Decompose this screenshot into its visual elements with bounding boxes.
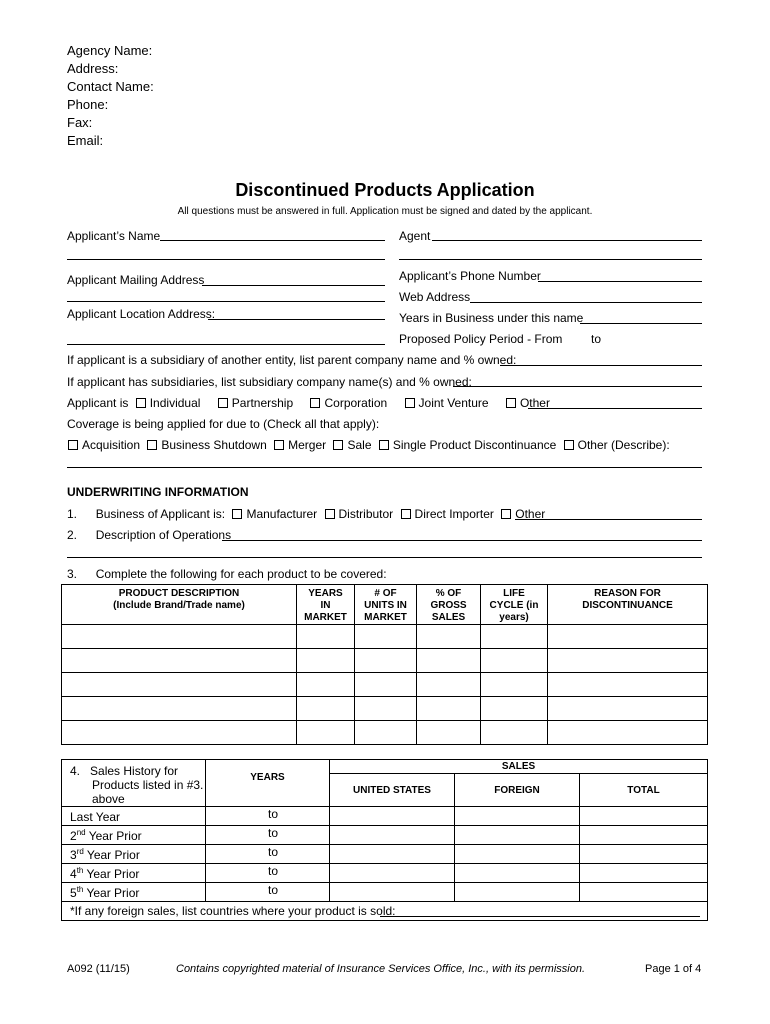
sales-header: SALES: [330, 760, 708, 774]
q2-label: Description of Operations: [95, 528, 232, 542]
sale-checkbox[interactable]: [333, 440, 343, 450]
applicant-name-label: Applicant’s Name: [67, 229, 161, 243]
single-product-checkbox[interactable]: [379, 440, 389, 450]
q3-row: [67, 567, 387, 581]
table-row: [62, 649, 708, 673]
agency-address-label: Address:: [67, 61, 119, 76]
q4-cell: 4. Sales History for Products listed in #3. above: [62, 760, 206, 807]
mailing-address-input-2[interactable]: [67, 301, 385, 302]
merger-checkbox[interactable]: [274, 440, 284, 450]
location-address-input[interactable]: [208, 319, 385, 320]
applicant-is-row: [67, 396, 550, 410]
acquisition-checkbox[interactable]: [68, 440, 78, 450]
page-title: Discontinued Products Application: [235, 180, 535, 200]
table-row: [62, 673, 708, 697]
other-business-label: Other: [515, 507, 546, 521]
page-number: Page 1 of 4: [645, 963, 702, 975]
policy-to-label: to: [591, 332, 602, 346]
col-product-description: PRODUCT DESCRIPTION (Include Brand/Trade name): [62, 585, 297, 625]
q3-label: Complete the following for each product to be covered:: [95, 567, 387, 581]
manufacturer-checkbox[interactable]: [232, 509, 242, 519]
coverage-reasons-row: [64, 438, 670, 452]
subsidiary-of-label: If applicant is a subsidiary of another entity, list parent company name and % owned:: [67, 353, 517, 367]
single-product-label: Single Product Discontinuance: [392, 438, 557, 452]
policy-period-label: Proposed Policy Period - From: [399, 332, 563, 346]
q1-row: [67, 507, 545, 521]
years-in-business-label: Years in Business under this name: [399, 311, 584, 325]
product-table-header: [62, 585, 708, 625]
col-units-in-market: # OF UNITS IN MARKET: [355, 585, 417, 625]
agency-contact-label: Contact Name:: [67, 79, 154, 94]
joint-venture-checkbox[interactable]: [405, 398, 415, 408]
merger-label: Merger: [288, 438, 327, 452]
agency-fax-label: Fax:: [67, 115, 93, 130]
agent-input-2[interactable]: [399, 259, 702, 260]
table-row: 4th Year Prior to: [62, 864, 708, 883]
business-shutdown-checkbox[interactable]: [147, 440, 157, 450]
table-row: Last Year to: [62, 807, 708, 826]
agent-label: Agent: [399, 229, 431, 243]
product-table: [61, 584, 708, 745]
has-subsidiaries-input[interactable]: [453, 386, 702, 387]
col-gross-sales: % OF GROSS SALES: [417, 585, 481, 625]
foreign-countries-input[interactable]: [380, 916, 700, 917]
manufacturer-label: Manufacturer: [246, 507, 318, 521]
table-row: [62, 625, 708, 649]
mailing-address-label: Applicant Mailing Address: [67, 273, 205, 287]
web-address-label: Web Address: [399, 290, 471, 304]
corporation-label: Corporation: [324, 396, 388, 410]
col-reason: REASON FOR DISCONTINUANCE: [548, 585, 708, 625]
page-subtitle: All questions must be answered in full. Application must be signed and dated by the applicant.: [177, 206, 593, 217]
individual-label: Individual: [149, 396, 201, 410]
partnership-label: Partnership: [231, 396, 294, 410]
col-life-cycle: LIFE CYCLE (in years): [481, 585, 548, 625]
agency-name-label: Agency Name:: [67, 43, 153, 58]
table-row: 2nd Year Prior to: [62, 826, 708, 845]
applicant-is-label: Applicant is: [67, 396, 129, 410]
business-shutdown-label: Business Shutdown: [161, 438, 267, 452]
foreign-note-label: *If any foreign sales, list countries where your product is sold:: [70, 904, 396, 918]
distributor-label: Distributor: [338, 507, 394, 521]
total-header: TOTAL: [580, 774, 708, 807]
direct-importer-label: Direct Importer: [414, 507, 494, 521]
location-address-label: Applicant Location Address:: [67, 307, 216, 321]
other-reason-input[interactable]: [67, 467, 702, 468]
agency-phone-label: Phone:: [67, 97, 109, 112]
agency-block: [67, 42, 154, 150]
years-header: YEARS: [206, 760, 330, 807]
applicant-name-input-2[interactable]: [67, 259, 385, 260]
phone-number-input[interactable]: [538, 281, 702, 282]
foreign-header: FOREIGN: [455, 774, 580, 807]
partnership-checkbox[interactable]: [218, 398, 228, 408]
joint-venture-label: Joint Venture: [418, 396, 489, 410]
agency-email-label: Email:: [67, 133, 104, 148]
q2-number: 2.: [67, 528, 78, 542]
has-subsidiaries-label: If applicant has subsidiaries, list subsidiary company name(s) and % owned:: [67, 375, 472, 389]
q1-number: 1.: [67, 507, 78, 521]
other-business-checkbox[interactable]: [501, 509, 511, 519]
sales-table: [61, 759, 708, 921]
distributor-checkbox[interactable]: [325, 509, 335, 519]
table-row: 5th Year Prior to: [62, 883, 708, 902]
foreign-note-row: [62, 902, 708, 921]
operations-input[interactable]: [222, 540, 702, 541]
mailing-address-input[interactable]: [202, 285, 385, 286]
coverage-label: Coverage is being applied for due to (Check all that apply):: [67, 417, 380, 431]
web-address-input[interactable]: [470, 302, 702, 303]
copyright-note: Contains copyrighted material of Insurance Services Office, Inc., with its permission.: [176, 963, 586, 975]
q2-row: [67, 528, 231, 542]
us-header: UNITED STATES: [330, 774, 455, 807]
acquisition-label: Acquisition: [82, 438, 141, 452]
form-id: A092 (11/15): [67, 963, 130, 975]
q3-number: 3.: [67, 567, 78, 581]
other-type-input[interactable]: [528, 408, 702, 409]
subsidiary-of-input[interactable]: [500, 365, 702, 366]
q1-label: Business of Applicant is:: [95, 507, 226, 521]
sale-label: Sale: [347, 438, 372, 452]
underwriting-heading: UNDERWRITING INFORMATION: [67, 485, 249, 499]
table-row: [62, 721, 708, 745]
other-reason-checkbox[interactable]: [564, 440, 574, 450]
col-years-in-market: YEARS IN MARKET: [297, 585, 355, 625]
years-in-business-input[interactable]: [580, 323, 702, 324]
table-row: 3rd Year Prior to: [62, 845, 708, 864]
individual-checkbox[interactable]: [136, 398, 146, 408]
direct-importer-checkbox[interactable]: [401, 509, 411, 519]
applicant-name-input[interactable]: [160, 240, 385, 241]
other-reason-label: Other (Describe):: [577, 438, 670, 452]
corporation-checkbox[interactable]: [310, 398, 320, 408]
agent-input[interactable]: [432, 240, 702, 241]
location-address-input-2[interactable]: [67, 344, 385, 345]
operations-input-2[interactable]: [67, 557, 702, 558]
phone-number-label: Applicant’s Phone Number: [399, 269, 541, 283]
other-type-label: Other: [519, 396, 550, 410]
other-type-checkbox[interactable]: [506, 398, 516, 408]
other-business-input[interactable]: [515, 519, 702, 520]
table-row: [62, 697, 708, 721]
